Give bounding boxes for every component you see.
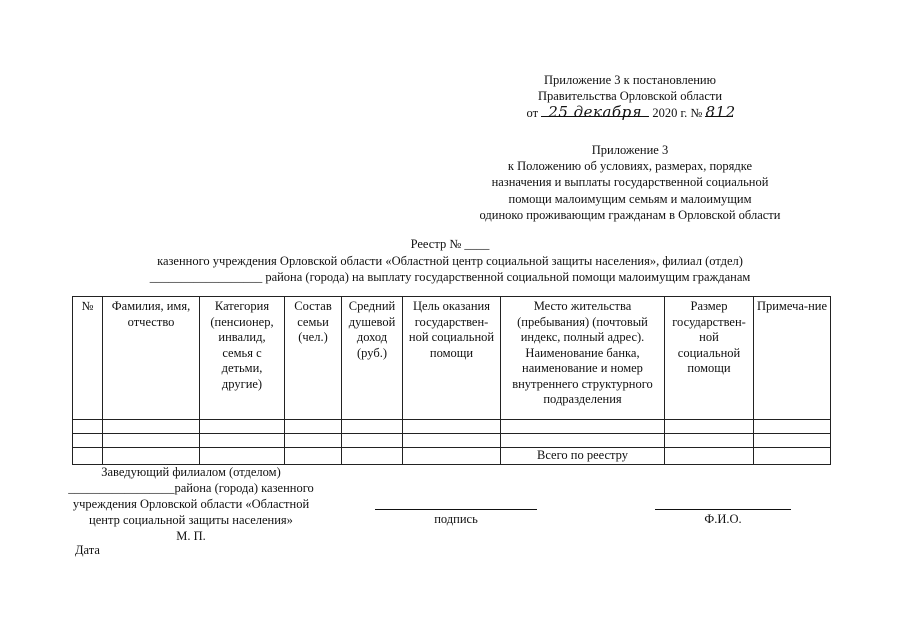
col-header-note: Примеча-ние (754, 297, 831, 420)
seal-placeholder: М. П. (176, 529, 206, 543)
col-header-amount: Размер государствен-ной социальной помощи (665, 297, 754, 420)
table-cell[interactable] (403, 420, 501, 434)
table-cell (103, 448, 200, 465)
appendix-sub-header (430, 142, 830, 223)
table-cell[interactable] (403, 434, 501, 448)
table-cell[interactable] (501, 420, 665, 434)
fio-line (655, 509, 791, 510)
registry-title: Реестр № ____ (410, 237, 490, 251)
date-prefix: от (526, 106, 539, 121)
table-cell (403, 448, 501, 465)
head-line: Заведующий филиалом (отделом) (101, 465, 281, 479)
head-line: центр социальной защиты населения» (89, 513, 293, 527)
appendix-main-header (470, 72, 790, 122)
table-cell[interactable] (665, 434, 754, 448)
table-cell[interactable] (754, 448, 831, 465)
col-header-income: Средний душевой доход (руб.) (342, 297, 403, 420)
table-cell (285, 448, 342, 465)
head-line: учреждения Орловской области «Областной (72, 497, 310, 511)
handwritten-date: 25 декабря (541, 104, 649, 117)
registry-line2 (0, 269, 900, 285)
fio-label: Ф.И.О. (704, 512, 742, 526)
table-cell (73, 448, 103, 465)
table-cell[interactable] (285, 434, 342, 448)
table-cell[interactable] (342, 434, 403, 448)
table-cell (200, 448, 285, 465)
table-cell[interactable] (73, 420, 103, 434)
table-cell[interactable] (665, 420, 754, 434)
handwritten-number: 812 (705, 103, 736, 122)
appendix-sub-line: помощи малоимущим семьям и малоимущим (508, 191, 752, 206)
table-cell (342, 448, 403, 465)
table-row (73, 420, 831, 434)
date-label: Дата (75, 543, 100, 557)
registry-table (72, 296, 831, 465)
table-cell[interactable] (73, 434, 103, 448)
table-row (73, 434, 831, 448)
appendix-sub-title: Приложение 3 (591, 143, 669, 157)
table-cell[interactable] (200, 420, 285, 434)
table-cell[interactable] (285, 420, 342, 434)
total-label: Всего по реестру (501, 448, 665, 465)
table-cell[interactable] (754, 420, 831, 434)
table-cell[interactable] (754, 434, 831, 448)
signature-line (375, 509, 537, 510)
col-header-number: № (73, 297, 103, 420)
table-total-row (73, 448, 831, 465)
head-line: _________________района (города) казенного (68, 481, 314, 495)
table-header-row (73, 297, 831, 420)
signature-label: подпись (434, 512, 478, 526)
table-cell[interactable] (103, 420, 200, 434)
table-cell[interactable] (103, 434, 200, 448)
table-cell[interactable] (501, 434, 665, 448)
head-signature-block (60, 464, 322, 544)
appendix-main-line2: Правительства Орловской области (537, 89, 723, 104)
col-header-category: Категория (пенсионер, инвалид, семья с детьми, другие) (200, 297, 285, 420)
registry-district-blank: __________________ (149, 270, 263, 284)
table-cell[interactable] (200, 434, 285, 448)
col-header-purpose: Цель оказания государствен-ной социальной помощи (403, 297, 501, 420)
total-amount-cell[interactable] (665, 448, 754, 465)
appendix-sub-line: одиноко проживающим гражданам в Орловской области (479, 207, 781, 222)
date-suffix: 2020 г. № (652, 106, 703, 121)
appendix-main-line1: Приложение 3 к постановлению (544, 73, 716, 87)
appendix-main-date-line (470, 104, 790, 121)
appendix-sub-line: к Положению об условиях, размерах, порядке (507, 159, 753, 174)
col-header-family-size: Состав семьи (чел.) (285, 297, 342, 420)
appendix-sub-line: назначения и выплаты государственной социальной (491, 175, 769, 190)
table-cell[interactable] (342, 420, 403, 434)
registry-line1: казенного учреждения Орловской области «Областной центр социальной защиты населения», филиал (отдел) (157, 254, 743, 268)
col-header-residence: Место жительства (пребывания) (почтовый индекс, полный адрес). Наименование банка, наименование и номер внутреннего структурного подразделения (501, 297, 665, 420)
col-header-full-name: Фамилия, имя, отчество (103, 297, 200, 420)
registry-line2-text: района (города) на выплату государственной социальной помощи малоимущим гражданам (262, 270, 751, 284)
